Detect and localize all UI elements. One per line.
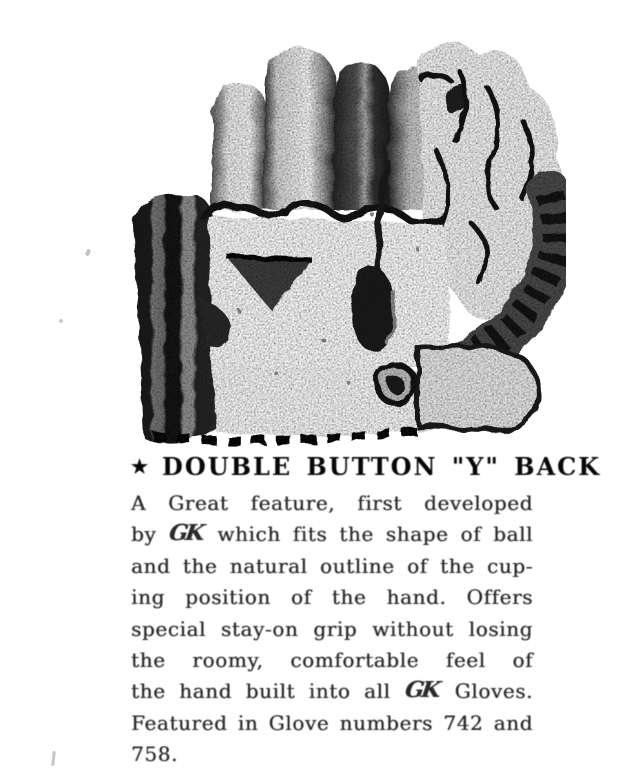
scan-artifact-mark	[51, 751, 56, 766]
star-icon: ★	[131, 456, 151, 478]
glove-photo	[118, 10, 566, 458]
description-text: ing position of the hand. Offers	[131, 585, 533, 610]
description-line	[131, 645, 533, 676]
description-text: Gloves.	[441, 679, 534, 704]
glove-strap-tab	[418, 346, 539, 430]
description-line	[131, 519, 533, 550]
description-text: special stay-on grip without losing	[131, 616, 533, 641]
glove-finger	[212, 82, 266, 210]
description-text: the hand built into all	[131, 679, 405, 704]
description-line	[131, 551, 533, 582]
glove-illustration	[118, 10, 566, 458]
product-description	[131, 488, 533, 771]
description-line	[131, 739, 533, 770]
product-title-text: DOUBLE BUTTON "Y" BACK	[162, 452, 602, 481]
description-text: which fits the shape of ball	[205, 522, 534, 547]
glove-finger	[264, 48, 336, 210]
description-text: the roomy, comfortable feel of	[131, 647, 533, 672]
glove-back-panel	[208, 216, 450, 371]
scan-artifact-mark	[59, 319, 63, 323]
product-caption	[131, 452, 602, 771]
description-line	[131, 488, 533, 519]
description-text: by	[131, 522, 169, 547]
gk-monogram-logo: GK	[403, 677, 441, 704]
description-text: and the natural outline of the cup-	[131, 553, 533, 578]
product-title	[131, 452, 602, 481]
description-text: A Great feature, first developed	[131, 491, 533, 515]
description-text: 758.	[131, 742, 178, 767]
description-line	[131, 676, 533, 707]
description-line	[131, 614, 533, 645]
scan-artifact-mark	[85, 248, 92, 256]
gk-monogram-logo: GK	[167, 520, 205, 547]
description-line	[131, 708, 533, 739]
description-line	[131, 582, 533, 613]
description-text: Featured in Glove numbers 742 and	[131, 710, 533, 735]
